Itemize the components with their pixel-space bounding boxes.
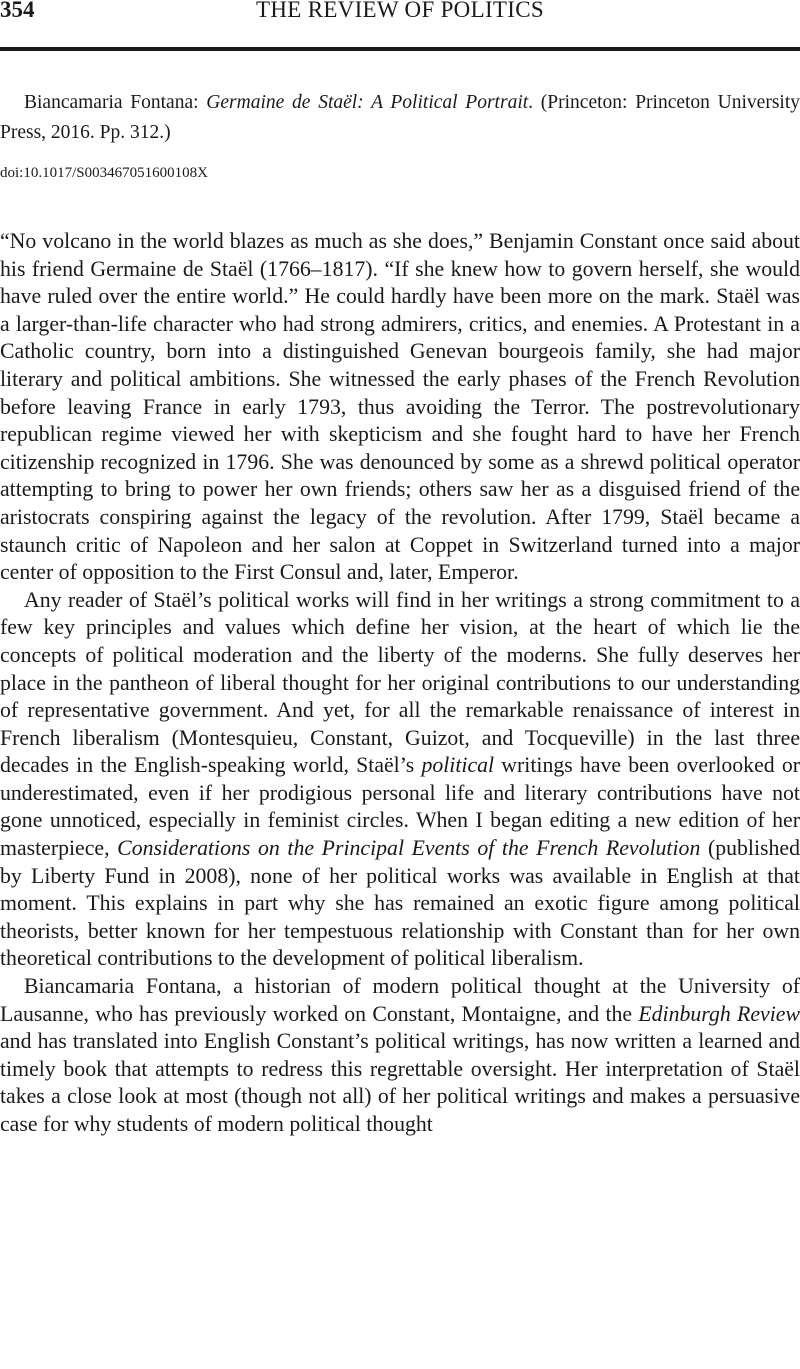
article-body xyxy=(0,228,800,1139)
page-number: 354 xyxy=(0,0,35,22)
paragraph-2-text-a: Any reader of Staël’s political works will find in her writings a strong commitment to a few key principles and values which define her vision, at the heart of which lie the concepts of political moderation and the liberty of the moderns. She fully deserves her place in the pantheon of liberal thought for her original contributions to our understanding of representative government. And yet, for all the remarkable renaissance of interest in French liberalism (Montesquieu, Constant, Guizot, and Tocqueville) in the last three decades in the English-speaking world, Staël’s xyxy=(0,587,800,778)
citation-publication: . (Princeton: Princeton University Press, 2016. Pp. 312.) xyxy=(0,92,800,143)
review-citation xyxy=(0,88,800,148)
paragraph-3 xyxy=(0,973,800,1139)
paragraph-2-text-c: (published by Liberty Fund in 2008), none of her political works was available in English at that moment. This explains in part why she has remained an exotic figure among political theorists, better known for her tempestuous relationship with Constant than for her own theoretical contributions to the development of political liberalism. xyxy=(0,836,800,971)
citation-book-title: Germaine de Staël: A Political Portrait xyxy=(206,92,529,113)
paragraph-3-text-a: Biancamaria Fontana, a historian of modern political thought at the University of Lausanne, who has previously worked on Constant, Montaigne, and the xyxy=(0,974,800,1026)
paragraph-2 xyxy=(0,587,800,973)
paragraph-2-emphasis-political: political xyxy=(421,753,495,778)
paragraph-3-text-b: and has translated into English Constant’s political writings, has now written a learned and timely book that attempts to redress this regrettable oversight. Her interpretation of Staël takes a close look at most (though not all) of her political writings and makes a persuasive case for why students of modern political thought xyxy=(0,1029,800,1136)
paragraph-1: “No volcano in the world blazes as much as she does,” Benjamin Constant once said about his friend Germaine de Staël (1766–1817). “If she knew how to govern herself, she would have ruled over the entire world.” He could hardly have been more on the mark. Staël was a larger-than-life character who had strong admirers, critics, and enemies. A Protestant in a Catholic country, born into a distinguished Genevan bourgeois family, she had major literary and political ambitions. She witnessed the early phases of the French Revolution before leaving France in early 1793, thus avoiding the Terror. The postrevolutionary republican regime viewed her with skepticism and she fought hard to have her French citizenship recognized in 1796. She was denounced by some as a shrewd political operator attempting to bring to power her own friends; others saw her as a disguised friend of the aristocrats conspiring against the legacy of the revolution. After 1799, Staël became a staunch critic of Napoleon and her salon at Coppet in Switzerland turned into a major center of opposition to the First Consul and, later, Emperor. xyxy=(0,229,800,585)
citation-author: Biancamaria Fontana: xyxy=(24,92,207,113)
paragraph-2-text-b: writings have been overlooked or underestimated, even if her prodigious personal life and literary contributions have not gone unnoticed, especially in feminist circles. When I began editing a new edition of her masterpiece, xyxy=(0,753,800,861)
running-head xyxy=(0,0,800,32)
paragraph-2-book-title: Considerations on the Principal Events of the French Revolution xyxy=(117,836,701,861)
paragraph-3-journal-title: Edinburgh Review xyxy=(638,1001,800,1026)
header-rule xyxy=(0,47,800,51)
journal-title: THE REVIEW OF POLITICS xyxy=(256,0,544,22)
doi-link[interactable]: doi:10.1017/S003467051600108X xyxy=(0,165,208,181)
